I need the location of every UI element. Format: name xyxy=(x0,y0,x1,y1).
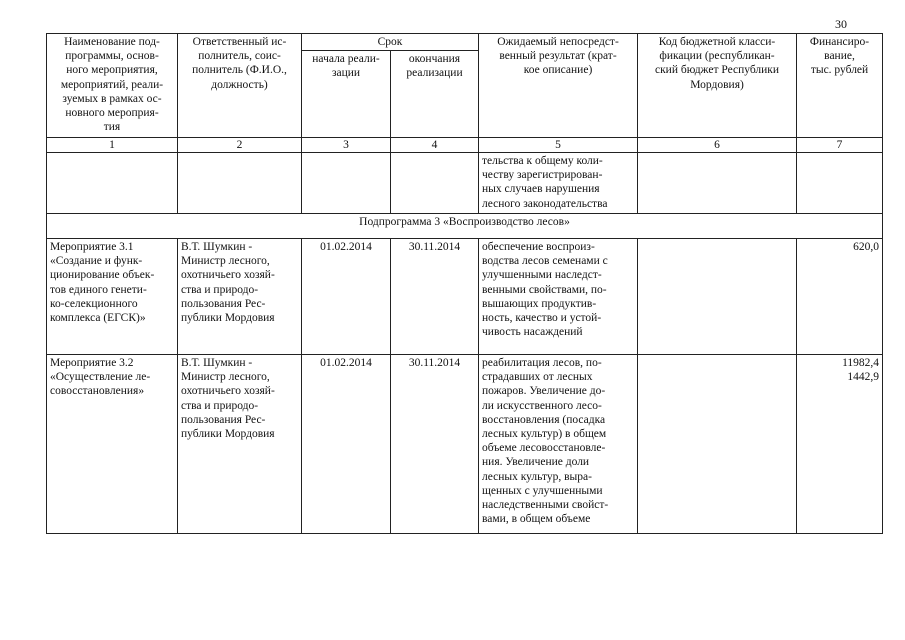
header-executor: Ответственный ис- полнитель, соис- полнитель (Ф.И.О., должность) xyxy=(178,34,302,138)
financing: 11982,4 1442,9 xyxy=(797,355,883,534)
activity-name: Мероприятие 3.2 «Осуществление ле- совосстановления» xyxy=(47,355,178,534)
column-number: 6 xyxy=(638,138,797,153)
table-cell xyxy=(638,153,797,214)
table-cell xyxy=(391,153,479,214)
executor: В.Т. Шумкин - Министр лесного, охотничьего хозяй- ства и природо- пользования Рес- публики Мордовия xyxy=(178,355,302,534)
continuation-result: тельства к общему коли- честву зарегистрирован- ных случаев нарушения лесного законодательства xyxy=(479,153,638,214)
header-expected-result: Ожидаемый непосредст- венный результат (крат- кое описание) xyxy=(479,34,638,138)
expected-result: реабилитация лесов, по- страдавших от лесных пожаров. Увеличение до- ли искусственного лесо- восстановления (посадка лесных культур) в общем объеме лесовосстановле- ния. Увеличение доли лесных культур, выра- щенных с улучшенными наследственными свойст- вами, в общем объеме xyxy=(479,355,638,534)
page-number: 30 xyxy=(835,17,847,31)
activity-name: Мероприятие 3.1 «Создание и функ- ционирование объек- тов единого генети- ко-селекционного комплекса (ЕГСК)» xyxy=(47,239,178,355)
column-number: 4 xyxy=(391,138,479,153)
subprogram-title: Подпрограмма 3 «Воспроизводство лесов» xyxy=(47,214,883,239)
column-number: 2 xyxy=(178,138,302,153)
table-cell xyxy=(797,153,883,214)
column-numbers-row xyxy=(47,138,883,153)
subprogram-row xyxy=(47,214,883,239)
start-date: 01.02.2014 xyxy=(302,355,391,534)
header-activity-name: Наименование под- программы, основ- ного мероприятия, мероприятий, реали- зуемых в рамках ос- новного мероприя- тия xyxy=(47,34,178,138)
program-activities-table xyxy=(46,33,883,534)
table-cell xyxy=(47,153,178,214)
table-row xyxy=(47,355,883,534)
end-date: 30.11.2014 xyxy=(391,239,479,355)
budget-code xyxy=(638,239,797,355)
header-financing: Финансиро- вание, тыс. рублей xyxy=(797,34,883,138)
header-row-top xyxy=(47,34,883,51)
budget-code xyxy=(638,355,797,534)
end-date: 30.11.2014 xyxy=(391,355,479,534)
financing: 620,0 xyxy=(797,239,883,355)
column-number: 5 xyxy=(479,138,638,153)
expected-result: обеспечение воспроиз- водства лесов семенами с улучшенными наследст- венными свойствами, по- вышающих продуктив- ность, качество и устой- чивость насаждений xyxy=(479,239,638,355)
column-number: 1 xyxy=(47,138,178,153)
header-budget-code: Код бюджетной класси- фикации (республикан- ский бюджет Республики Мордовия) xyxy=(638,34,797,138)
column-number: 7 xyxy=(797,138,883,153)
table-row xyxy=(47,239,883,355)
continuation-row xyxy=(47,153,883,214)
header-end-date: окончания реализации xyxy=(391,51,479,138)
header-term: Срок xyxy=(302,34,479,51)
header-start-date: начала реали- зации xyxy=(302,51,391,138)
executor: В.Т. Шумкин - Министр лесного, охотничьего хозяй- ства и природо- пользования Рес- публики Мордовия xyxy=(178,239,302,355)
table-cell xyxy=(178,153,302,214)
column-number: 3 xyxy=(302,138,391,153)
table-cell xyxy=(302,153,391,214)
start-date: 01.02.2014 xyxy=(302,239,391,355)
